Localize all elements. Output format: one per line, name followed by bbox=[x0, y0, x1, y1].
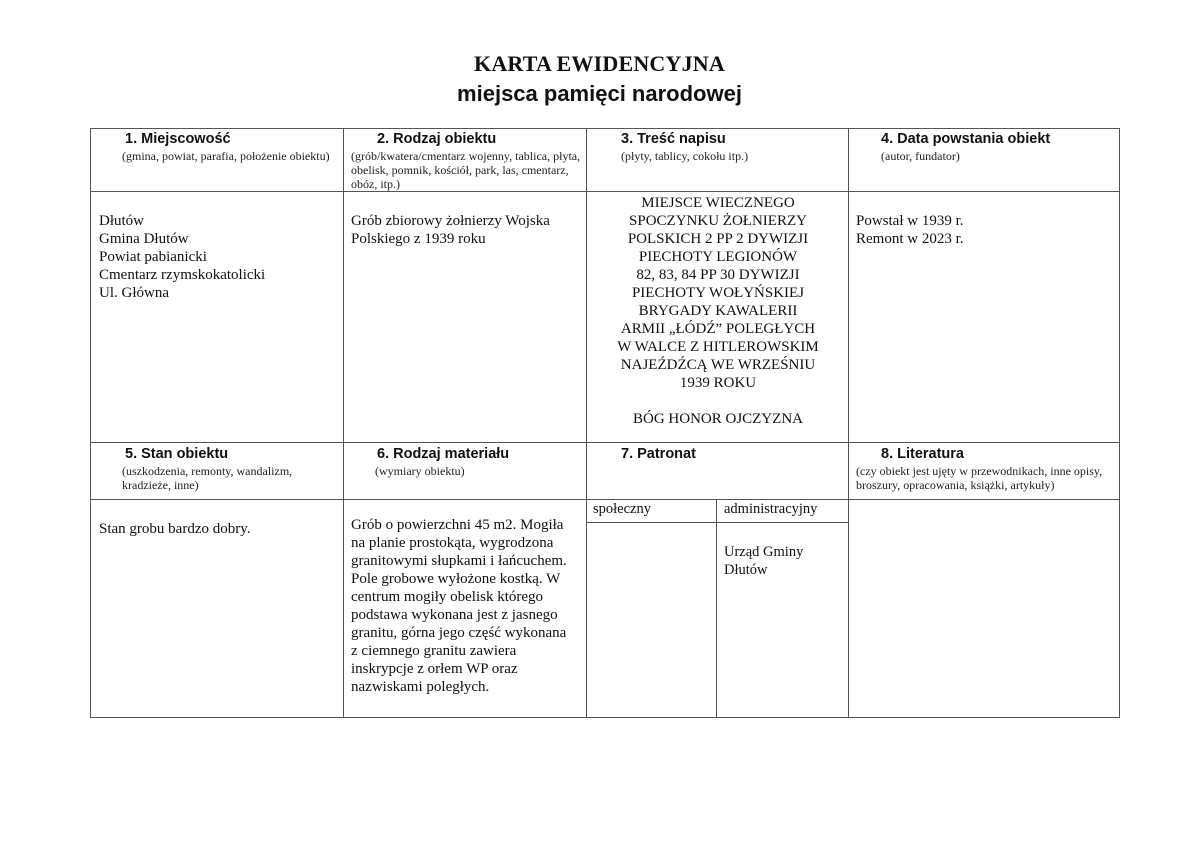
document-title: KARTA EWIDENCYJNA bbox=[474, 51, 725, 76]
divider bbox=[586, 522, 848, 523]
header-rodzaj-materialu: 6. Rodzaj materiału (wymiary obiektu) bbox=[375, 446, 510, 478]
patronat-administracyjny-label: administracyjny bbox=[724, 501, 818, 517]
document-subtitle: miejsca pamięci narodowej bbox=[457, 81, 742, 106]
header-stan-obiektu: 5. Stan obiektu (uszkodzenia, remonty, wandalizm, kradzieże, inne) bbox=[122, 446, 293, 492]
divider bbox=[848, 129, 849, 718]
record-card bbox=[90, 128, 1120, 718]
header-literatura: 8. Literatura (czy obiekt jest ujęty w przewodnikach, inne opisy, broszury, opracowania, książki, artykuły) bbox=[856, 446, 1103, 492]
header-patronat: 7. Patronat bbox=[621, 446, 696, 462]
cell-rodzaj-obiektu: Grób zbiorowy żołnierzy Wojska Polskiego z 1939 roku bbox=[351, 213, 550, 247]
header-data-powstania: 4. Data powstania obiekt (autor, fundator) bbox=[881, 131, 1051, 163]
cell-stan-obiektu: Stan grobu bardzo dobry. bbox=[99, 521, 251, 537]
divider bbox=[343, 129, 344, 718]
header-rodzaj-obiektu: 2. Rodzaj obiektu (grób/kwatera/cmentarz wojenny, tablica, płyta, obelisk, pomnik, kościół, park, las, cmentarz, obóz, itp.) bbox=[351, 131, 581, 191]
cell-rodzaj-materialu: Grób o powierzchni 45 m2. Mogiła na planie prostokąta, wygrodzona granitowymi słupkami i łańcuchem. Pole grobowe wyłożone kostką. W centrum mogiły obelisk którego podstawa wykonana jest z jasnego granitu, górna jego część wykonana z ciemnego granitu zawiera inskrypcje z orłem WP oraz nazwiskami poległych. bbox=[351, 517, 567, 695]
patronat-spoleczny-label: społeczny bbox=[593, 501, 651, 517]
patronat-administracyjny-value: Urząd Gminy Dłutów bbox=[724, 544, 804, 578]
header-miejscowosc: 1. Miejscowość (gmina, powiat, parafia, położenie obiektu) bbox=[122, 131, 330, 163]
header-tresc-napisu: 3. Treść napisu (płyty, tablicy, cokołu itp.) bbox=[621, 131, 749, 163]
divider bbox=[716, 499, 717, 718]
cell-miejscowosc: Dłutów Gmina Dłutów Powiat pabianicki Cmentarz rzymskokatolicki Ul. Główna bbox=[99, 213, 266, 301]
cell-tresc-napisu: MIEJSCE WIECZNEGO SPOCZYNKU ŻOŁNIERZY POLSKICH 2 PP 2 DYWIZJI PIECHOTY LEGIONÓW 82, 83, 84 PP 30 DYWIZJI PIECHOTY WOŁYŃSKIEJ BRYGADY KAWALERII ARMII „ŁÓDŹ” POLEGŁYCH W WALCE Z HITLEROWSKIM NAJEŹDŹCĄ WE WRZEŚNIU 1939 ROKU BÓG HONOR OJCZYZNA bbox=[617, 195, 819, 427]
cell-data-powstania: Powstał w 1939 r. Remont w 2023 r. bbox=[856, 213, 964, 247]
divider bbox=[586, 129, 587, 718]
divider bbox=[91, 191, 1120, 192]
divider bbox=[91, 442, 1120, 443]
